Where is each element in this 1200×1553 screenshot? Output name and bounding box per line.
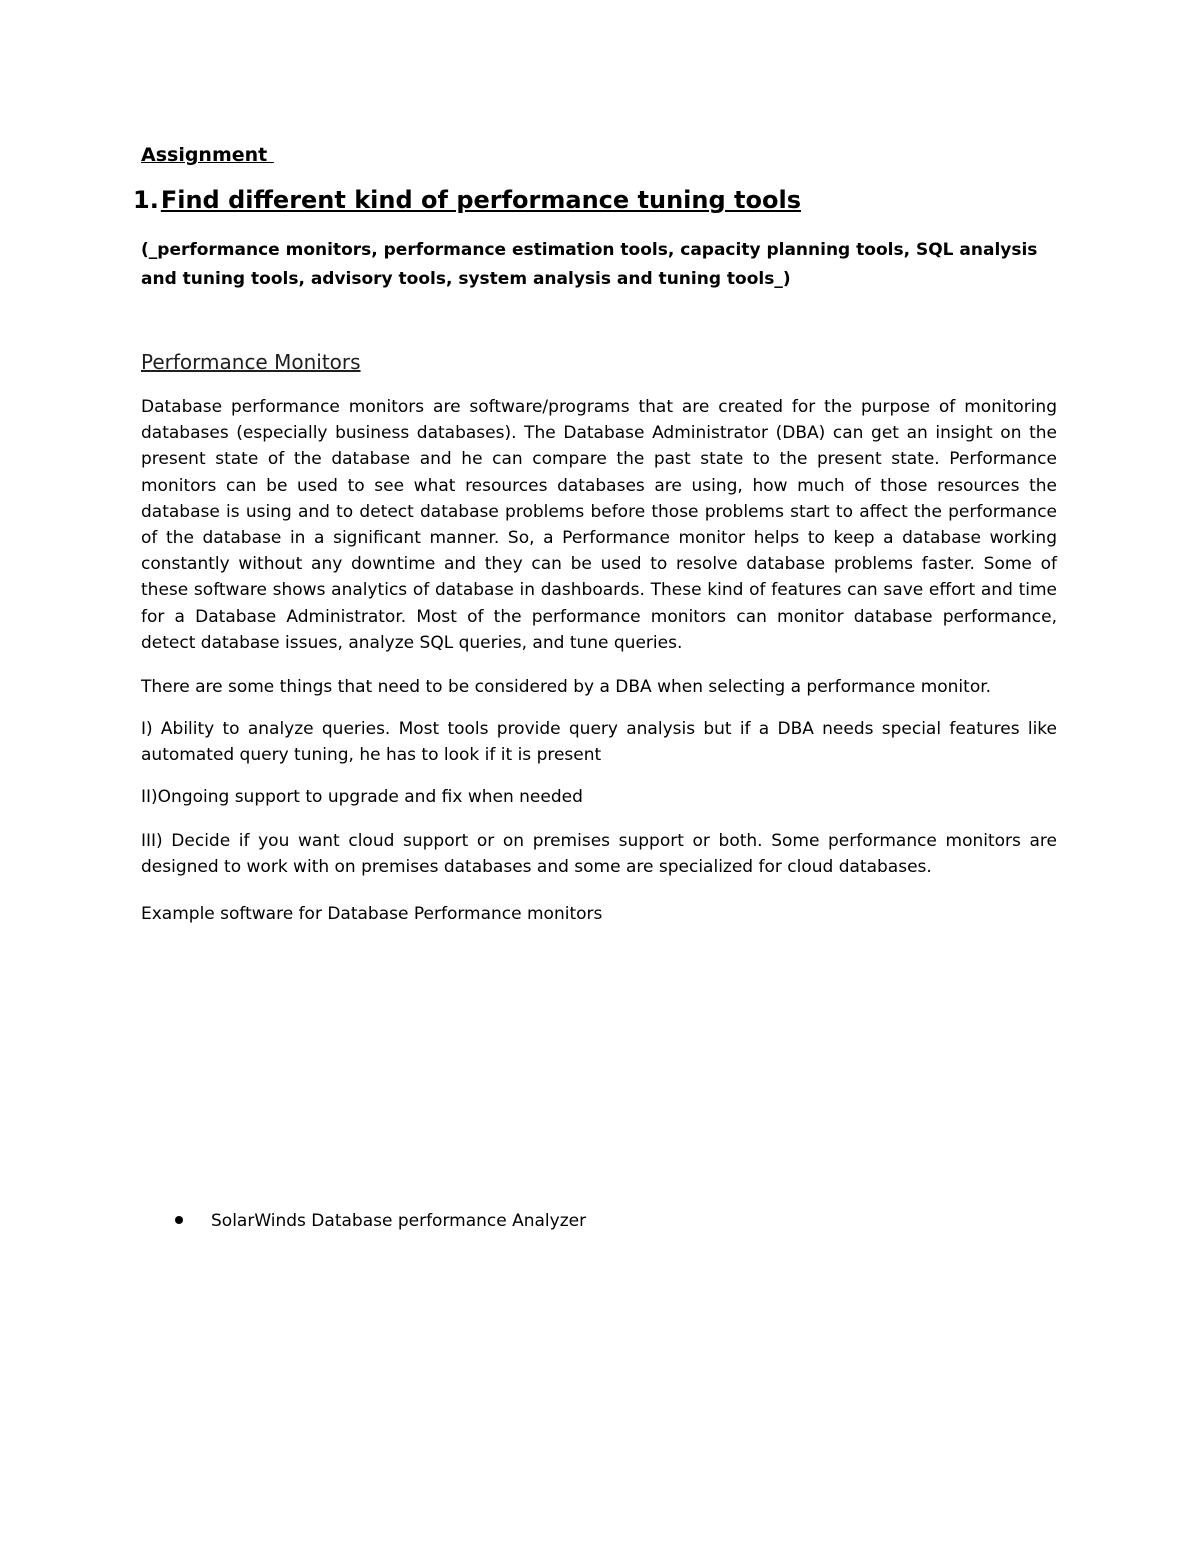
paragraph-item-3: III) Decide if you want cloud support or on premises support or both. Some performance monitors are designed to work with on premises databases and some are specialized for cloud databases.	[141, 831, 1057, 878]
list-item	[141, 1208, 1057, 1234]
bullet-list	[141, 1208, 1057, 1234]
paragraph-item-2: II)Ongoing support to upgrade and fix when needed	[141, 787, 583, 807]
question-number: 1.	[133, 186, 159, 214]
section-heading-performance-monitors: Performance Monitors	[141, 350, 361, 374]
paragraph-item-1: I) Ability to analyze queries. Most tools provide query analysis but if a DBA needs special features like automated query tuning, he has to look if it is present	[141, 719, 1057, 766]
paragraph-example-software: Example software for Database Performance monitors	[141, 904, 603, 924]
question-heading	[133, 186, 801, 214]
document-title: Assignment	[141, 144, 274, 166]
question-subtitle: (_performance monitors, performance estimation tools, capacity planning tools, SQL analysis and tuning tools, advisory tools, system analysis and tuning tools_)	[141, 240, 1038, 289]
paragraph-intro: Database performance monitors are software/programs that are created for the purpose of monitoring databases (especially business databases). The Database Administrator (DBA) can get an insight on the present state of the database and he can compare the past state to the present state. Performance monitors can be used to see what resources databases are using, how much of those resources the database is using and to detect database problems before those problems start to affect the performance of the database in a significant manner. So, a Performance monitor helps to keep a database working constantly without any downtime and they can be used to resolve database problems faster. Some of these software shows analytics of database in dashboards. These kind of features can save effort and time for a Database Administrator. Most of the performance monitors can monitor database performance, detect database issues, analyze SQL queries, and tune queries.	[141, 397, 1057, 653]
list-item-text: SolarWinds Database performance Analyzer	[211, 1211, 587, 1231]
question-text: Find different kind of performance tuning tools	[160, 186, 801, 214]
bullet-dot-icon	[175, 1216, 183, 1224]
paragraph-considerations: There are some things that need to be considered by a DBA when selecting a performance monitor.	[141, 677, 992, 697]
